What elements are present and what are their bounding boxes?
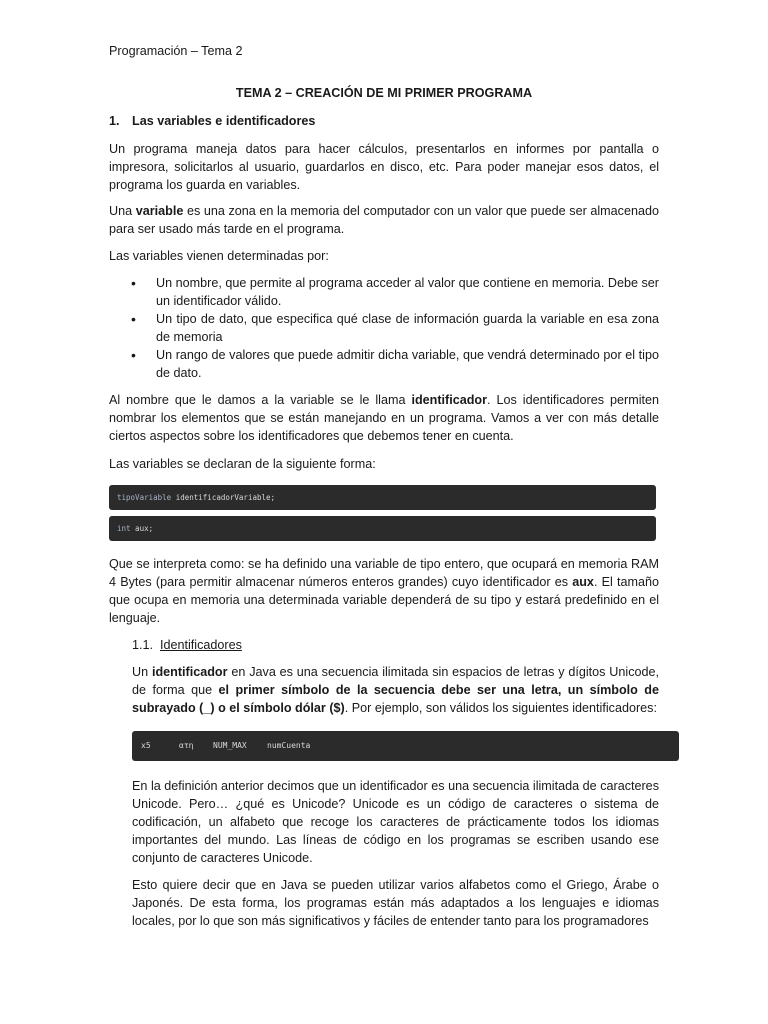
list-item — [109, 310, 659, 346]
bullet-icon: • — [131, 311, 136, 327]
subsection-title: Identificadores — [160, 638, 242, 652]
paragraph-declaration-intro: Las variables se declaran de la siguiente forma: — [109, 457, 376, 471]
section-title: Las variables e identificadores — [132, 114, 316, 128]
bullet-list — [109, 274, 659, 382]
bold-term: aux — [572, 575, 594, 589]
paragraph-variables-determined: Las variables vienen determinadas por: — [109, 249, 329, 263]
bold-term: variable — [135, 204, 184, 218]
text-run: es una zona en la memoria del computador con un valor que puede ser almacenado para ser usado más tarde en el programa. — [109, 204, 659, 236]
code-block-example — [109, 516, 656, 541]
text-run: Una — [109, 204, 136, 218]
list-item-text: Un nombre, que permite al programa acceder al valor que contiene en memoria. Debe ser un identificador válido. — [156, 276, 659, 308]
paragraph-unicode: En la definición anterior decimos que un identificador es una secuencia ilimitada de caracteres Unicode. Pero… ¿qué es Unicode? Unicode es un código de caracteres o sistema de codificación, un alfabeto que recoge los caracteres de prácticamente todos los idiomas importantes del mundo. Las líneas de código en los programas se escriben usando ese conjunto de caracteres Unicode. — [132, 779, 659, 865]
code-text: aux; — [130, 524, 154, 533]
text-run: en Java es una secuencia ilimitada sin espacios de letras y dígitos Unicode, de forma que — [132, 665, 659, 697]
text-run: . Por ejemplo, son válidos los siguientes identificadores: — [344, 701, 657, 715]
paragraph-identifier-definition — [132, 663, 659, 717]
paragraph-alphabets: Esto quiere decir que en Java se pueden utilizar varios alfabetos como el Griego, Árabe o Japonés. De esta forma, los programas están más adaptados a los lenguajes e idiomas locales, por lo que son más significativos y fáciles de entender tanto para los programadores — [132, 878, 659, 928]
code-identifier: ατη — [179, 741, 194, 750]
list-item — [109, 274, 659, 310]
list-item-text: Un rango de valores que puede admitir dicha variable, que vendrá determinado por el tipo de dato. — [156, 348, 659, 380]
bold-term: identificador — [151, 665, 228, 679]
code-identifier: numCuenta — [267, 741, 311, 750]
code-block-declaration — [109, 485, 656, 510]
paragraph-variable-definition — [109, 202, 659, 238]
list-item — [109, 346, 659, 382]
running-header: Programación – Tema 2 — [109, 44, 243, 58]
text-run: Un — [132, 665, 152, 679]
code-block-identifiers — [132, 731, 679, 761]
bullet-icon: • — [131, 275, 136, 291]
section-heading — [109, 112, 315, 130]
paragraph-intro: Un programa maneja datos para hacer cálculos, presentarlos en informes por pantalla o impresora, solicitarlos al usuario, guardarlos en disco, etc. Para poder manejar esos datos, el programa los guarda en variables. — [109, 142, 659, 192]
paragraph-interpretation — [109, 555, 659, 627]
paragraph-identifier — [109, 391, 659, 445]
subsection-number: 1.1. — [132, 638, 154, 652]
subsection-heading — [132, 636, 242, 654]
section-number: 1. — [109, 114, 120, 128]
code-keyword: int — [117, 524, 131, 533]
code-text: identificadorVariable; — [171, 493, 276, 502]
text-run: . El tamaño que ocupa en memoria una determinada variable dependerá de su tipo y estará predefinido en el lenguaje. — [109, 575, 660, 625]
bold-term: el primer símbolo de la secuencia debe ser una letra, un símbolo de subrayado (_) o el símbolo dólar ($) — [132, 683, 659, 715]
bold-term: identificador — [411, 393, 488, 407]
code-identifier: NUM_MAX — [213, 741, 247, 750]
bullet-icon: • — [131, 347, 136, 363]
code-identifier: x5 — [141, 741, 151, 750]
text-run: . Los identificadores permiten nombrar los elementos que se están manejando en un programa. Vamos a ver con más detalle ciertos aspectos sobre los identificadores que debemos tener en cuenta. — [109, 393, 659, 443]
text-run: Al nombre que le damos a la variable se le llama — [109, 393, 412, 407]
document-title: TEMA 2 – CREACIÓN DE MI PRIMER PROGRAMA — [235, 86, 533, 100]
code-type: tipoVariable — [117, 493, 172, 502]
list-item-text: Un tipo de dato, que especifica qué clase de información guarda la variable en esa zona de memoria — [156, 312, 659, 344]
text-run: Que se interpreta como: se ha definido una variable de tipo entero, que ocupará en memoria RAM 4 Bytes (para permitir almacenar números enteros grandes) cuyo identificador es — [109, 557, 659, 589]
